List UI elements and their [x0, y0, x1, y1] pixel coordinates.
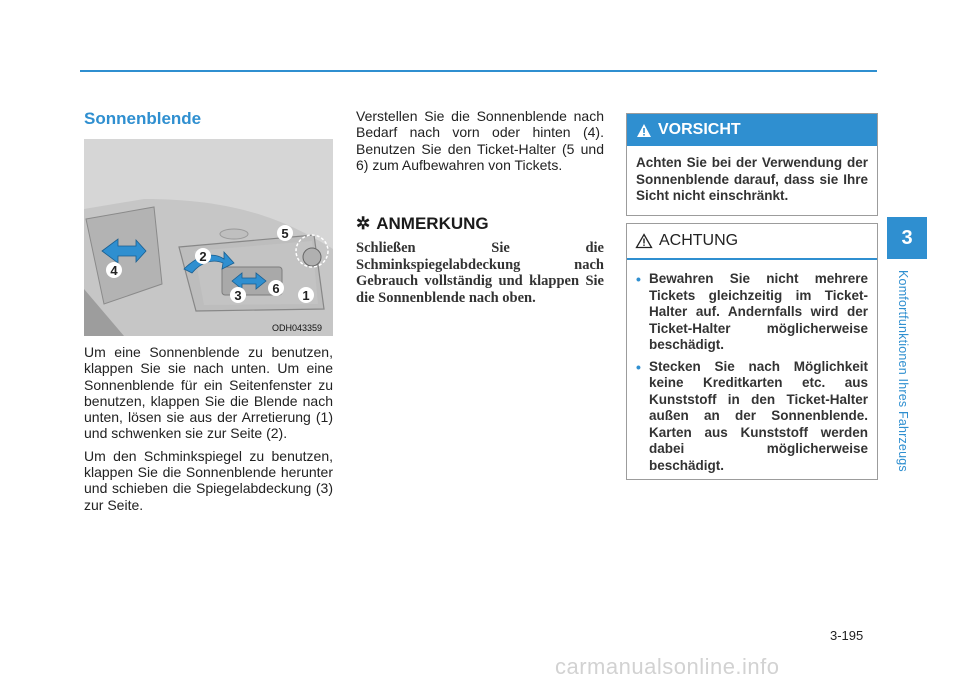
list-item: • Bewahren Sie nicht mehrere Tickets gleichzeitig im Ticket-Halter auf. Andernfalls wird der Ticket-Halter möglicherweise beschädigt.: [636, 271, 868, 352]
callout-4: 4: [110, 263, 118, 278]
attention-list: [627, 260, 877, 474]
caution-text: Achten Sie bei der Verwendung der Sonnenblende darauf, dass sie Ihre Sicht nicht einschränkt.: [636, 155, 868, 203]
callout-1: 1: [302, 288, 310, 303]
asterisk-icon: ✲: [356, 214, 371, 233]
note-heading: [356, 214, 489, 234]
chapter-label: [896, 270, 916, 490]
bullet-icon: •: [636, 358, 641, 375]
warning-triangle-icon: [635, 233, 653, 249]
col1-paragraph: Um eine Sonnenblende zu benutzen, klappen Sie sie nach unten. Um eine Sonnenblende für ein Seitenfenster zu benutzen, klappen Sie die Blende nach unten, lösen sie aus der Arretierung (1) und schwenken sie zur Seite (2).: [84, 344, 333, 442]
note-heading-label: ANMERKUNG: [376, 214, 489, 233]
caution-heading: VORSICHT: [658, 121, 741, 138]
page-number: 3-195: [830, 628, 864, 643]
attention-heading: ACHTUNG: [659, 232, 739, 249]
callout-3: 3: [234, 288, 242, 303]
chapter-tab: 3: [887, 217, 927, 259]
attention-box-header: [627, 224, 877, 260]
note-text: Schließen Sie die Schminkspiegelabdeckung nach Gebrauch vollständig und klappen Sie die Sonnenblende nach oben.: [356, 240, 604, 306]
sun-visor-illustration: [84, 139, 333, 336]
watermark: carmanualsonline.info: [555, 654, 780, 679]
caution-box: [626, 113, 878, 216]
callout-6: 6: [272, 281, 280, 296]
warning-triangle-icon: [636, 123, 652, 138]
chapter-label-text: Komfortfunktionen Ihres Fahrzeugs: [896, 270, 910, 472]
col2-text: [356, 108, 604, 179]
callout-5: 5: [281, 226, 289, 241]
col2-paragraph: Verstellen Sie die Sonnenblende nach Bedarf nach vorn oder hinten (4). Benutzen Sie den Ticket-Halter (5 und 6) zum Aufbewahren von Tickets.: [356, 108, 604, 173]
col1-paragraph: Um den Schminkspiegel zu benutzen, klappen Sie die Sonnenblende herunter und schieben die Spiegelabdeckung (3) zur Seite.: [84, 447, 333, 513]
section-title: Sonnenblende: [84, 109, 202, 128]
bullet-icon: •: [636, 271, 641, 287]
figure-code: ODH043359: [272, 323, 323, 333]
top-rule: [80, 70, 877, 72]
col1-text: [84, 344, 333, 519]
caution-box-header: [627, 114, 877, 146]
list-item: • Stecken Sie nach Möglichkeit keine Kreditkarten etc. aus Kunststoff in den Ticket-Halter außen an der Sonnenblende. Karten aus Kunststoff werden dabei möglicherweise beschädigt.: [636, 358, 868, 473]
attention-box: [626, 223, 878, 480]
sun-visor-figure: [84, 139, 333, 336]
callout-2: 2: [199, 249, 207, 264]
